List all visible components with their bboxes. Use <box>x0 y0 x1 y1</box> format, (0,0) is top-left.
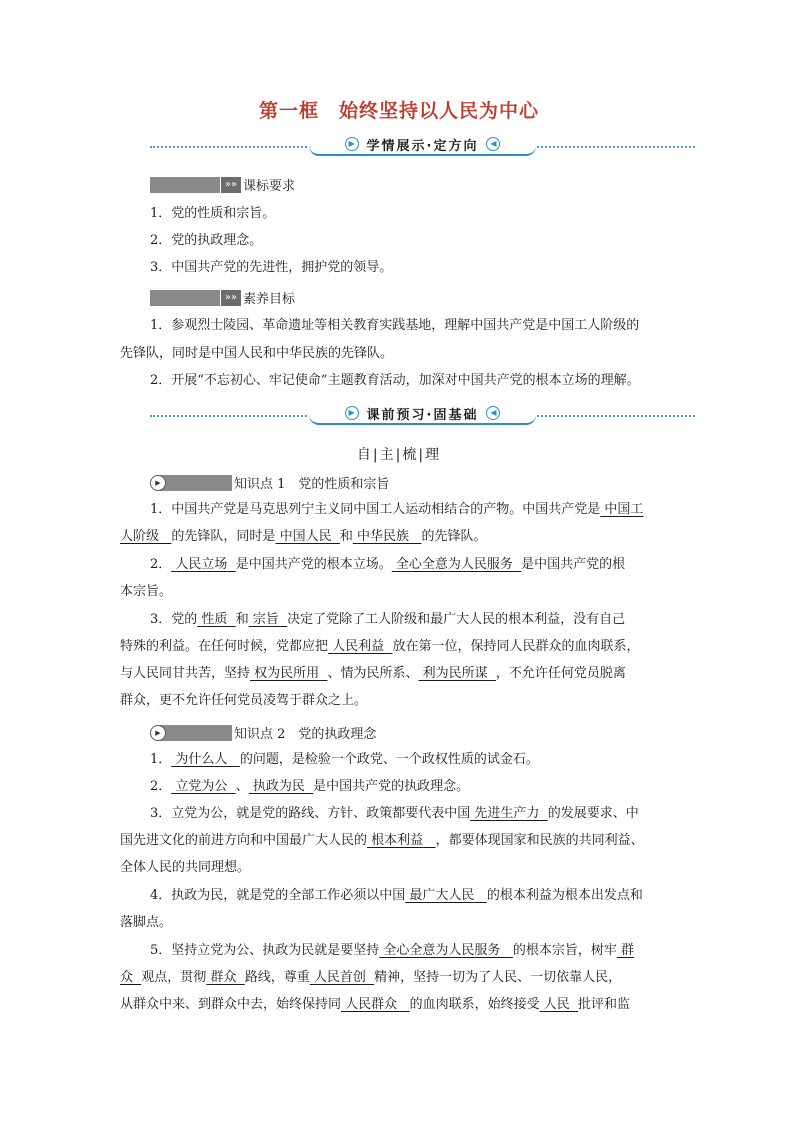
item-3: 3．立党为公，就是党的路线、方针、政策都要代表中国 先进生产力 的发展要求、中 <box>150 806 639 821</box>
requirement-item: 1．党的性质和宗旨。 <box>150 206 276 221</box>
section-banner-preview <box>150 132 695 156</box>
arrow-right-icon: ▶ <box>345 137 359 151</box>
item-4-cont: 落脚点。 <box>120 915 173 930</box>
goal-item: 2．开展“不忘初心、牢记使命”主题教育活动，加深对中国共产党的根本立场的理解。 <box>150 373 640 388</box>
item-1: 1． 为什么人 的问题，是检验一个政党、一个政权性质的试金石。 <box>150 752 539 767</box>
item-5-cont: 众 观点，贯彻 群众 路线，尊重 人民首创 精神，坚持一切为了人民、一切依靠人民， <box>120 970 622 985</box>
goal-item: 1．参观烈士陵园、革命遗址等相关教育实践基地，理解中国共产党是中国工人阶级的 <box>150 318 640 333</box>
arrow-right-icon: ▶ <box>345 406 359 420</box>
section-subtitle: 自|主|梳|理 <box>356 447 442 463</box>
paragraph-1: 1．中国共产党是马克思列宁主义同中国工人运动相结合的产物。中国共产党是 中国工 <box>150 502 644 517</box>
tag-literacy-goals: »» 素养目标 <box>150 288 295 307</box>
item-5: 5．坚持立党为公、执政为民就是要坚持 全心全意为人民服务 的根本宗旨，树牢 群 <box>150 943 635 958</box>
paragraph-3-cont: 特殊的利益。在任何时候，党都应把 人民利益 放在第一位，保持同人民群众的血肉联系， <box>120 639 640 654</box>
paragraph-3-cont: 群众，更不允许任何党员凌驾于群众之上。 <box>120 693 368 708</box>
paragraph-1-cont: 人阶级 的先锋队，同时是 中国人民 和 中华民族 的先锋队。 <box>120 529 487 544</box>
tag-curriculum-requirements: »» 课标要求 <box>150 175 295 194</box>
paragraph-2: 2． 人民立场 是中国共产党的根本立场。 全心全意为人民服务 是中国共产党的根 <box>150 557 626 572</box>
item-3-cont: 全体人民的共同理想。 <box>120 860 251 875</box>
page-title: 第一框 始终坚持以人民为中心 <box>258 100 539 122</box>
knowledge-point-2: ▶ 知识点 2 党的执政理念 <box>150 723 376 742</box>
requirement-item: 3．中国共产党的先进性，拥护党的领导。 <box>150 260 393 275</box>
paragraph-3-cont: 与人民同甘共苦，坚持 权为民所用 、情为民所系、 利为民所谋 ，不允许任何党员脱离 <box>120 666 626 681</box>
play-icon: ▶ <box>150 475 166 491</box>
item-3-cont: 国先进文化的前进方向和中国最广大人民的 根本利益 ，都要体现国家和民族的共同利益、 <box>120 833 644 848</box>
paragraph-2-cont: 本宗旨。 <box>120 584 173 599</box>
section-banner-prestudy <box>150 401 695 425</box>
requirement-item: 2．党的执政理念。 <box>150 233 263 248</box>
arrow-left-icon: ◀ <box>486 137 500 151</box>
knowledge-point-1: ▶ 知识点 1 党的性质和宗旨 <box>150 473 389 492</box>
goal-item-cont: 先锋队，同时是中国人民和中华民族的先锋队。 <box>120 346 394 361</box>
banner-title: 学情展示·定方向 <box>366 138 479 154</box>
arrow-left-icon: ◀ <box>486 406 500 420</box>
item-5-cont: 从群众中来、到群众中去，始终保持同 人民群众 的血肉联系，始终接受 人民 批评和监 <box>120 997 631 1012</box>
chevrons-icon: »» <box>221 177 241 193</box>
chevrons-icon: »» <box>221 290 241 306</box>
paragraph-3: 3．党的 性质 和 宗旨 决定了党除了工人阶级和最广大人民的根本利益，没有自己 <box>150 612 626 627</box>
play-icon: ▶ <box>150 725 166 741</box>
banner-title: 课前预习·固基础 <box>366 407 479 423</box>
item-4: 4．执政为民，就是党的全部工作必须以中国 最广大人民 的根本利益为根本出发点和 <box>150 888 643 903</box>
item-2: 2． 立党为公 、 执政为民 是中国共产党的执政理念。 <box>150 779 470 794</box>
